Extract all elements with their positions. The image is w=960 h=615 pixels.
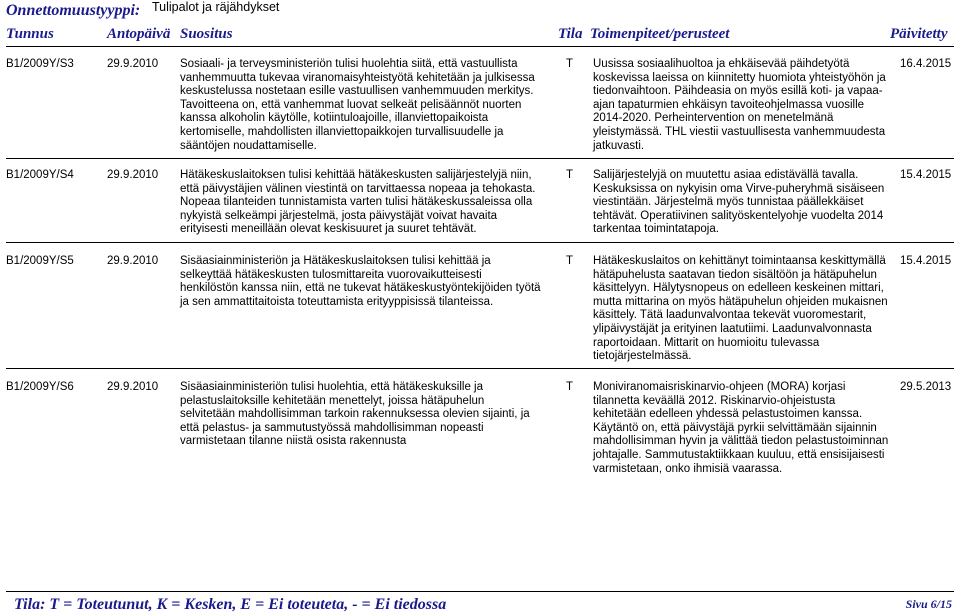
col-paivitetty: Päivitetty <box>890 26 948 42</box>
row-date: 29.9.2010 <box>107 255 159 267</box>
row-recommendation: Sisäasiainministeriön tulisi huolehtia, että hätäkeskuksille ja pelastuslaitoksille kehitetään menettelyt, joissa hätäpuhelun selvitetään mahdollisimman tarkoin rakennuksessa olevien sijainti, ja että pelastus- ja sammutustyössä mahdollisimman nopeasti varmistetaan tilanne niistä osista rakennusta <box>180 381 530 448</box>
row-updated: 29.5.2013 <box>900 381 952 393</box>
row-recommendation: Hätäkeskuslaitoksen tulisi kehittää hätäkeskusten salijärjestelyjä niin, että päivystäjien välinen viestintä on tarvittaessa nopeaa ja tehokasta. Nopeaa tilanteiden tunnistamista varten tulisi hätäkeskussaleissa olla nykyistä selkeämpi järjestelmä, josta päivystäjät voivat havaita erityisesti meneillään olevat keskisuuret ja suuret tehtävät. <box>180 169 536 236</box>
page-number: Sivu 6/15 <box>905 597 952 611</box>
row-id: B1/2009Y/S4 <box>6 169 74 181</box>
footer-divider <box>6 591 954 592</box>
row-divider <box>6 242 954 243</box>
header-bar <box>6 0 954 22</box>
row-measures: Uusissa sosiaalihuoltoa ja ehkäisevää päihdetyötä koskevissa laeissa on kiinnitetty huomiota yhteistyöhön ja tiedonvaihtoon. Päihdeasia on myös esillä koti- ja vapaa-ajan tapaturmien ehkäisyn tavoiteohjelmassa vuosille 2014-2020. Perheintervention on menetelmänä yleistymässä. THL viestii vastuullisesta vanhemmuudesta jatkuvasti. <box>593 58 886 152</box>
row-id: B1/2009Y/S3 <box>6 58 74 70</box>
row-status: T <box>566 169 574 181</box>
status-legend: Tila: T = Toteutunut, K = Kesken, E = Ei toteuteta, - = Ei tiedossa <box>14 596 447 613</box>
row-status: T <box>566 255 574 267</box>
row-measures: Salijärjestelyjä on muutettu asiaa edistävällä tavalla. Keskuksissa on nykyisin oma Virve-puheryhmä sisäiseen viestintään. Järjestelmä myös tunnistaa päällekkäiset tehtävät. Operatiivinen salityöskentelyohje vuodelta 2014 tarkentaa toimintatapoja. <box>593 169 885 236</box>
row-id: B1/2009Y/S5 <box>6 255 74 267</box>
col-suositus: Suositus <box>180 26 233 42</box>
header-divider <box>6 46 954 47</box>
occurrence-type-label: Onnettomuustyyppi: <box>6 2 141 19</box>
row-updated: 16.4.2015 <box>900 58 952 70</box>
occurrence-type-value: Tulipalot ja räjähdykset <box>152 0 280 14</box>
col-antopaiva: Antopäivä <box>107 26 171 42</box>
row-recommendation: Sosiaali- ja terveysministeriön tulisi huolehtia siitä, että vastuullista vanhemmuutta tukevaa viranomaisyhteistyötä kehitetään ja julkisessa keskustelussa nostetaan esille vastuullisen vanhemmuuden merkitys. Tavoitteena on, että vanhemmat luovat selkeät pelisäännöt nuorten kanssa alkoholin käytölle, kotiintuloajoille, illanviettopaikoista kertomiselle, mahdollisten illanviettopaikkojen turvallisuudelle ja sääntöjen noudattamiselle. <box>180 58 535 152</box>
row-divider <box>6 368 954 369</box>
row-status: T <box>566 381 574 393</box>
row-date: 29.9.2010 <box>107 58 159 70</box>
row-date: 29.9.2010 <box>107 169 159 181</box>
row-id: B1/2009Y/S6 <box>6 381 74 393</box>
row-divider <box>6 158 954 159</box>
row-updated: 15.4.2015 <box>900 169 952 181</box>
col-tila: Tila <box>558 26 583 42</box>
row-date: 29.9.2010 <box>107 381 159 393</box>
row-updated: 15.4.2015 <box>900 255 952 267</box>
column-header-row <box>6 26 954 46</box>
col-tunnus: Tunnus <box>6 26 54 42</box>
col-toimenpiteet: Toimenpiteet/perusteet <box>590 26 730 42</box>
row-measures: Moniviranomaisriskinarvio-ohjeen (MORA) korjasi tilannetta keväällä 2012. Riskinarvio-ohjeistusta kehitetään edelleen yhdessä pelastustoimen kanssa. Käytäntö on, että päivystäjä pyrkii selvittämään sijainnin mahdollisimman hyvin ja välittää tiedon pelastustoiminnan johtajalle. Sammutustaktiikkaan kuuluu, että ensisijaisesti varmistetaan, onko ihmisiä vaarassa. <box>593 381 889 475</box>
row-status: T <box>566 58 574 70</box>
row-recommendation: Sisäasiainministeriön ja Hätäkeskuslaitoksen tulisi kehittää ja selkeyttää hätäkeskusten tulosmittareita vuorovaikutteisesti henkilöstön kanssa niin, että ne tukevat hätäkeskustyöntekijöiden työtä ja sen ammattitaitoista toteuttamista erityyppisissä tilanteissa. <box>180 255 541 308</box>
row-measures: Hätäkeskuslaitos on kehittänyt toimintaansa keskittymällä hätäpuhelusta saatavan tiedon sisältöön ja hätäpuhelun käsittelyyn. Hälytysnopeus on edelleen keskeinen mittari, mutta mittarina on myös hätäpuhelun ohjeiden mukaisnen käsittely. Tätä laadunvalvontaa tekevät vuoromestarit, ylipäivystäjät ja erityinen laatutiimi. Laadunvalvonnasta raportoidaan. Mittarit on huomioitu tulevassa tietojärjestelmässä. <box>593 255 888 363</box>
